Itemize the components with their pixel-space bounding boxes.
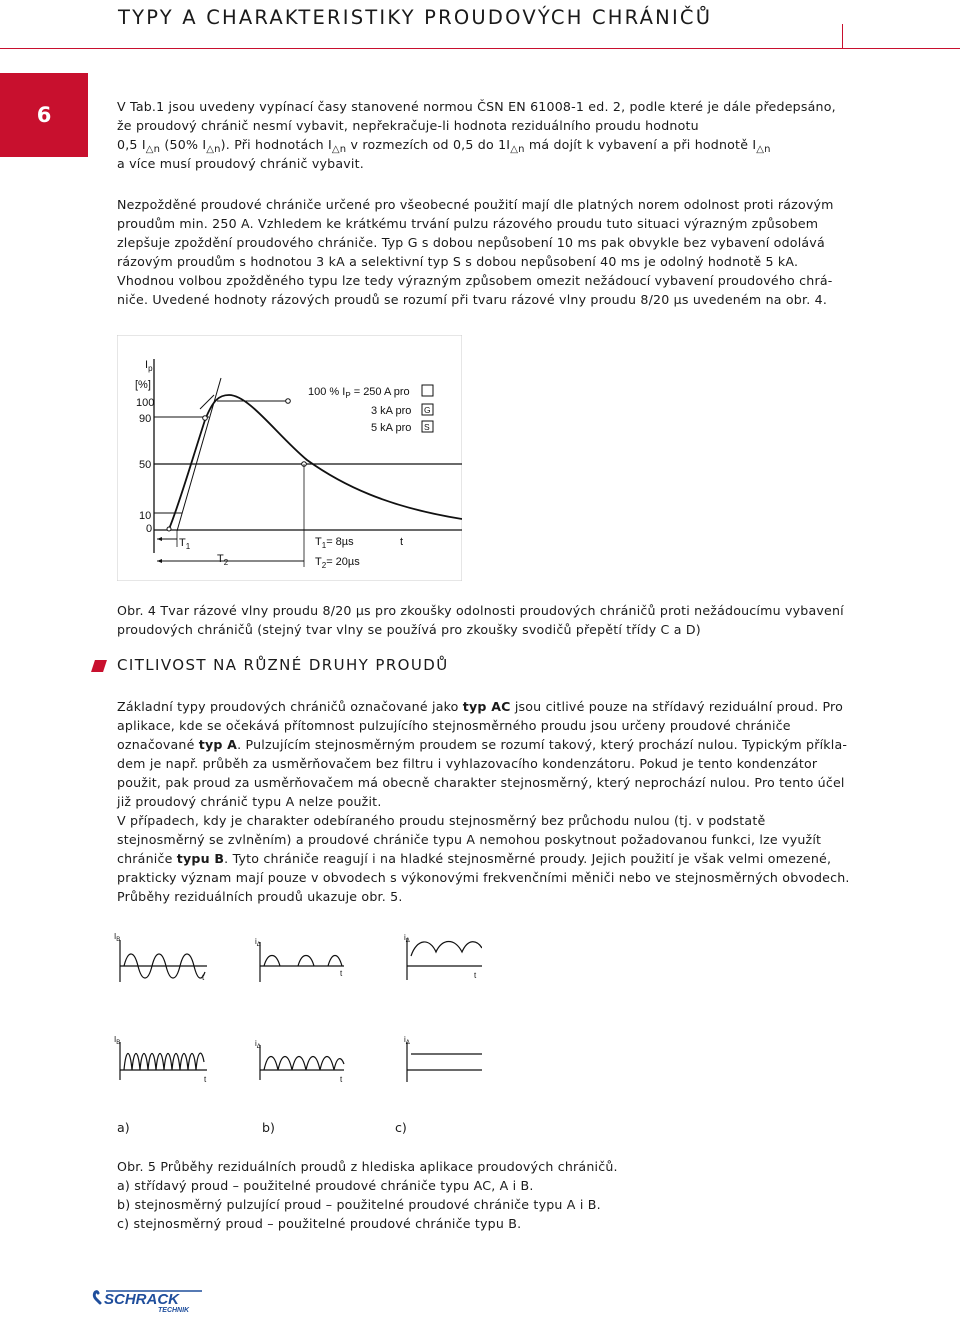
waveform-c-top [407, 938, 482, 980]
text-line: proudům min. 250 A. Vzhledem ke krátkému trvání pulzu rázového proudu tuto situaci výrazným způsobem [117, 216, 819, 231]
caption-line: Obr. 5 Průběhy reziduálních proudů z hlediska aplikace proudových chráničů. [117, 1159, 618, 1174]
tick-90: 90 [139, 413, 152, 425]
tick-100: 100 [136, 397, 155, 409]
delay-paragraph [117, 195, 897, 309]
text-line: Průběhy reziduálních proudů ukazuje obr. 5. [117, 889, 403, 904]
text-line: již proudový chránič typu A nelze použit. [117, 794, 382, 809]
legend-box-s-label: S [424, 422, 430, 432]
text-line: 0,5 $I_{\triangle n}$ (50% $I_{\triangle n}$). Při hodnotách $I_{\triangle n}$ v rozmezích od 0,5 do $1I_{\triangle n}$ má dojít k vybavení a při hodnotě $I_{\triangle n}$ [117, 137, 771, 155]
figure5-caption [117, 1157, 618, 1233]
t-label-a-top: t [202, 973, 205, 982]
t-label-c-top: t [474, 971, 477, 980]
text-line: označované typ A. Pulzujícím stejnosměrným proudem se rozumí takový, který prochází nulou. Typickým příkla- [117, 737, 848, 752]
t-label-a-bottom: t [204, 1075, 207, 1084]
caption-line: c) stejnosměrný proud – použitelné proudové chrániče typu B. [117, 1216, 522, 1231]
y-axis-label: $I_p$ [145, 359, 153, 373]
t1-equation: $T_1= 8\mu s$ [315, 536, 354, 550]
legend-box-empty [422, 385, 433, 396]
text-line: stejnosměrný se zvlněním) a proudové chrániče typu A nemohou poskytnout požadovanou funkci, lze využít [117, 832, 822, 847]
sensitivity-paragraph [117, 697, 897, 906]
legend-box-g-label: G [424, 405, 431, 415]
text-line: že proudový chránič nesmí vybavit, nepřekračuje-li hodnota reziduálního proudu hodnotu [117, 118, 699, 133]
caption-line: Obr. 4 Tvar rázové vlny proudu 8/20 µs pro zkoušky odolnosti proudových chráničů proti nežádoucímu vybavení [117, 603, 844, 618]
tick-50: 50 [139, 459, 152, 471]
surge-waveform-figure [117, 335, 462, 581]
text-line: rázovým proudům s hodnotou 3 kA a selektivní typ S s dobou nepůsobení 40 ms je odolný hodnotě 5 kA. [117, 254, 799, 269]
figure4-caption [117, 601, 844, 639]
waveform-label-b: b) [262, 1120, 275, 1135]
tick-0: 0 [146, 523, 153, 535]
text-line: zlepšuje zpoždění proudového chrániče. Typ G s dobou nepůsobení 10 ms pak obvykle bez vybavení odolává [117, 235, 825, 250]
t2-marker-label: $T_2$ [217, 553, 229, 567]
text-line: Vhodnou volbou zpožděného typu lze tedy výrazným způsobem omezit nežádoucí vybavení proudového chrá- [117, 273, 833, 288]
axis-label-b-top: $i_\Delta$ [255, 937, 261, 948]
section-heading: CITLIVOST NA RŮZNÉ DRUHY PROUDŮ [117, 656, 449, 674]
text-line: chrániče typu B. Tyto chrániče reagují i na hladké stejnosměrné proudy. Jejich použití je však velmi omezené, [117, 851, 832, 866]
legend-line-2: 3 kA pro [371, 405, 412, 417]
caption-line: proudových chráničů (stejný tvar vlny se používá pro zkoušky svodičů přepětí třídy C a D) [117, 622, 701, 637]
svg-text:TECHNIK: TECHNIK [158, 1307, 190, 1313]
waveform-b-top [260, 942, 344, 982]
waveform-a-top [120, 940, 207, 982]
waveform-label-c: c) [395, 1120, 407, 1135]
tick-10: 10 [139, 510, 152, 522]
text-line: použit, pak proud za usměrňovačem má obecně charakter stejnosměrný, který neprochází nulou. Pro tento účel [117, 775, 845, 790]
axis-label-c-top: $i_\Delta$ [404, 933, 410, 944]
text-line: aplikace, kde se očekává přítomnost pulzujícího stejnosměrného proudu jsou určeny proudové chrániče [117, 718, 791, 733]
caption-line: b) stejnosměrný pulzující proud – použitelné proudové chrániče typu A i B. [117, 1197, 601, 1212]
legend-line-3: 5 kA pro [371, 422, 412, 434]
schrack-logo [92, 1287, 208, 1313]
header-rule [0, 48, 960, 49]
t-label-b-top: t [340, 969, 343, 978]
chapter-number-tab: 6 [0, 73, 88, 157]
svg-text:SCHRACK: SCHRACK [104, 1291, 179, 1308]
t-label-b-bottom: t [340, 1075, 343, 1084]
text-line: V Tab.1 jsou uvedeny vypínací časy stanovené normou ČSN EN 61008-1 ed. 2, podle které je dále předepsáno, [117, 99, 836, 114]
axis-label-b-bottom: $i_\Delta$ [255, 1039, 261, 1050]
axis-label-c-bottom: $i_\Delta$ [404, 1035, 410, 1046]
text-line: V případech, kdy je charakter odebíraného proudu stejnosměrný bez průchodu nulou (tj. v podstatě [117, 813, 766, 828]
waveform-a-bottom [120, 1042, 207, 1080]
header-divider-tick [842, 24, 843, 48]
caption-line: a) střídavý proud – použitelné proudové chrániče typu AC, A i B. [117, 1178, 534, 1193]
legend-line-1: 100 % $I_P = 250$ A pro [308, 386, 410, 400]
residual-current-waveforms [112, 930, 482, 1100]
axis-label-a-top: $I_B$ [114, 932, 121, 943]
text-line: niče. Uvedené hodnoty rázových proudů se rozumí při tvaru rázové vlny proudu 8/20 µs uvedeném na obr. 4. [117, 292, 828, 307]
text-line: dem je např. průběh za usměrňovačem bez filtru i vyhlazovacího kondenzátoru. Pokud je tento kondenzátor [117, 756, 818, 771]
t1-marker-label: $T_1$ [179, 537, 191, 551]
waveform-b-bottom [260, 1045, 344, 1080]
waveform-label-a: a) [117, 1120, 130, 1135]
t2-equation: $T_2= 20\mu s$ [315, 556, 360, 570]
waveform-c-bottom [407, 1042, 482, 1082]
text-line: prakticky význam mají pouze v obvodech s výkonovými frekvenčními měniči nebo ve stejnosměrných obvodech. [117, 870, 850, 885]
intro-paragraph [117, 97, 897, 173]
text-line: Základní typy proudových chráničů označované jako typ AC jsou citlivé pouze na střídavý reziduální proud. Pro [117, 699, 844, 714]
text-line: a více musí proudový chránič vybavit. [117, 156, 364, 171]
y-axis-unit: [%] [135, 379, 151, 391]
section-marker [91, 660, 107, 672]
text-line: Nezpožděné proudové chrániče určené pro všeobecné použití mají dle platných norem odolnost proti rázovým [117, 197, 834, 212]
axis-label-a-bottom: $I_B$ [114, 1035, 121, 1046]
page-header-title: TYPY A CHARAKTERISTIKY PROUDOVÝCH CHRÁNIČŮ [118, 6, 713, 29]
t-axis-label: t [400, 536, 404, 548]
